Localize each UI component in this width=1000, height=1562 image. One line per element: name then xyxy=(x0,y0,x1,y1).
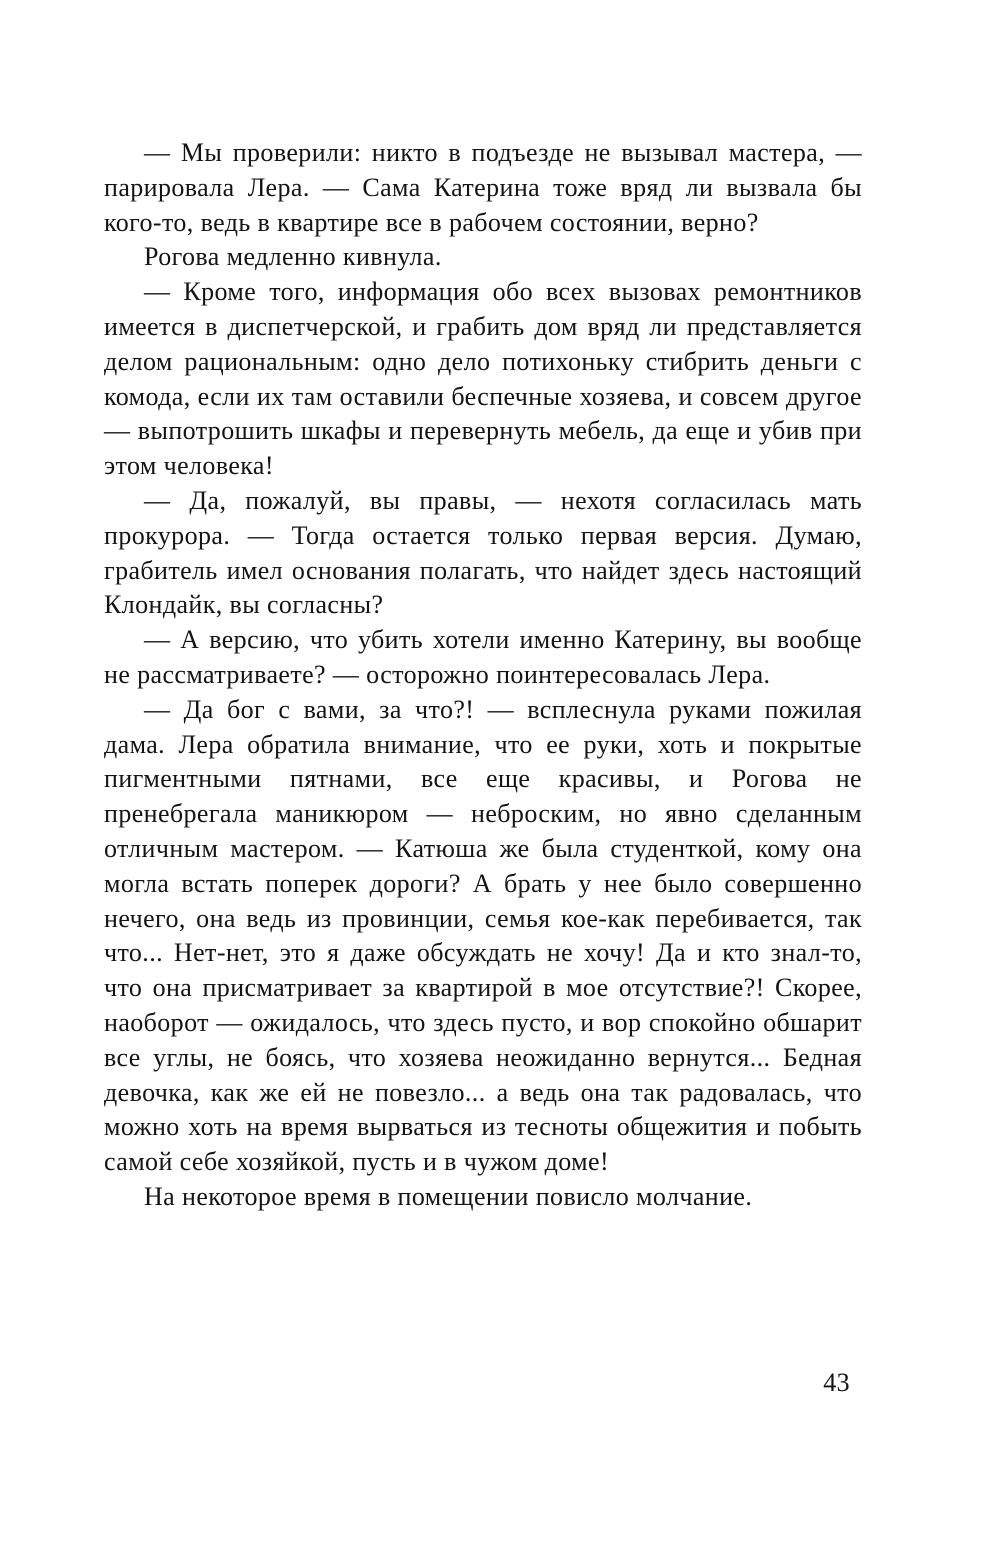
paragraph: — Да, пожалуй, вы правы, — нехотя согласилась мать прокурора. — Тогда остается только первая версия. Думаю, грабитель имел основания полагать, что найдет здесь настоящий Клондайк, вы согласны? xyxy=(104,485,862,620)
paragraph: — А версию, что убить хотели именно Катерину, вы вообще не рассматриваете? — осторожно поинтересовалась Лера. xyxy=(104,625,862,689)
page-number: 43 xyxy=(823,1368,850,1397)
paragraph: На некоторое время в помещении повисло молчание. xyxy=(144,1181,753,1211)
paragraph: Рогова медленно кивнула. xyxy=(144,242,442,272)
paragraph: — Мы проверили: никто в подъезде не вызывал мастера, — парировала Лера. — Сама Катерина тоже вряд ли вызвала бы кого-то, ведь в квартире все в рабочем состоянии, верно? xyxy=(104,138,862,237)
paragraph: — Кроме того, информация обо всех вызовах ремонтников имеется в диспетчерской, и грабить дом вряд ли представляется делом рациональным: одно дело потихоньку стибрить деньги с комода, если их там оставили беспечные хозяева, и совсем другое — выпотрошить шкафы и перевернуть мебель, да еще и убив при этом человека! xyxy=(104,277,862,481)
page-text xyxy=(104,136,862,1215)
paragraph: — Да бог с вами, за что?! — всплеснула руками пожилая дама. Лера обратила внимание, что ее руки, хоть и покрытые пигментными пятнами, все еще красивы, и Рогова не пренебрегала маникюром — неброским, но явно сделанным отличным мастером. — Катюша же была студенткой, кому она могла встать поперек дороги? А брать у нее было совершенно нечего, она ведь из провинции, семья кое-как перебивается, так что... Нет-нет, это я даже обсуждать не хочу! Да и кто знал-то, что она присматривает за квартирой в мое отсутствие?! Скорее, наоборот — ожидалось, что здесь пусто, и вор спокойно обшарит все углы, не боясь, что хозяева неожиданно вернутся... Бедная девочка, как же ей не повезло... а ведь она так радовалась, что можно хоть на время вырваться из тесноты общежития и побыть самой себе хозяйкой, пусть и в чужом доме! xyxy=(104,694,862,1177)
